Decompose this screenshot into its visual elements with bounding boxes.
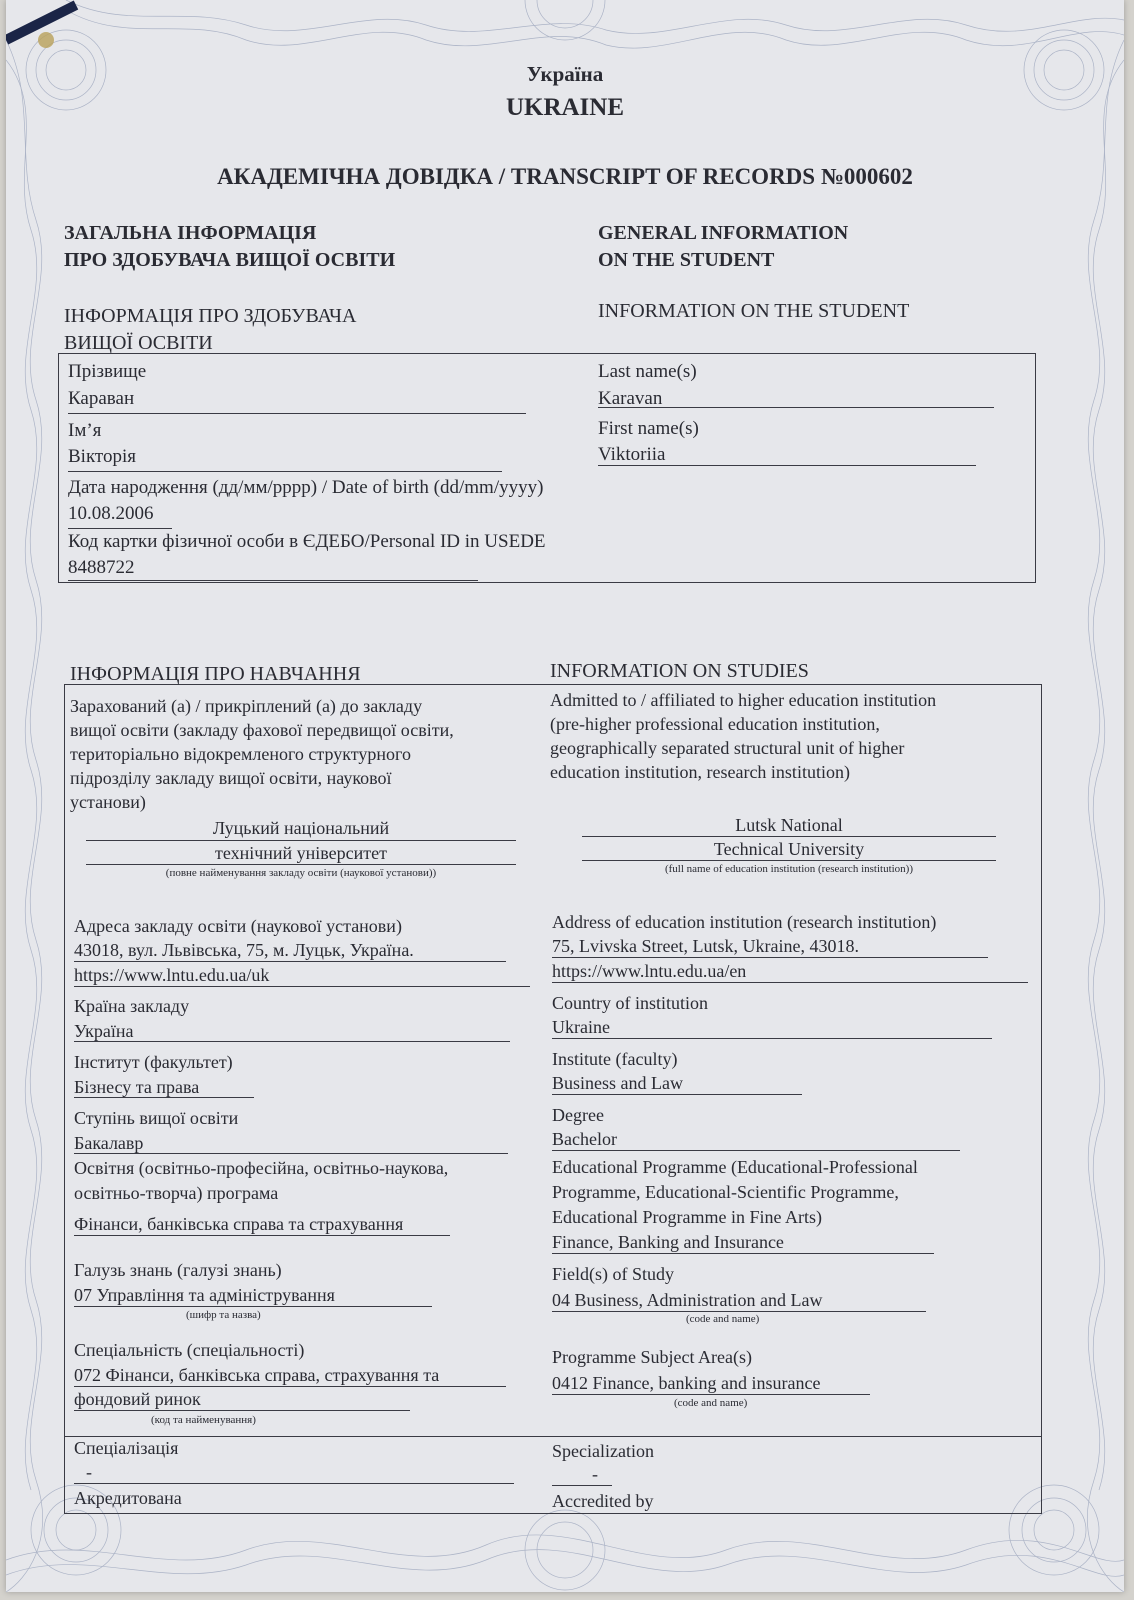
degree-label-ua: Ступінь вищої освіти <box>74 1108 239 1128</box>
first-name-en-underline <box>598 465 976 466</box>
specialization-en: - <box>592 1464 598 1484</box>
programme-label-en-2: Programme, Educational-Scientific Programme, <box>552 1182 899 1202</box>
specialization-label-ua: Спеціалізація <box>74 1438 179 1458</box>
institution-en-1-underline <box>582 836 996 837</box>
institution-en-2: Technical University <box>713 839 865 859</box>
student-section-ua-2: ВИЩОЇ ОСВІТИ <box>64 332 213 354</box>
admitted-label-en <box>550 688 1030 784</box>
programme-label-ua-2: освітньо-творча) програма <box>74 1183 279 1203</box>
field-en-underline <box>552 1311 926 1312</box>
programme-label-en-3: Educational Programme in Fine Arts) <box>552 1207 822 1227</box>
dob-value: 10.08.2006 <box>68 503 154 524</box>
institution-ua-1-underline <box>86 840 516 841</box>
address-en: 75, Lvivska Street, Lutsk, Ukraine, 43018. <box>552 936 859 956</box>
url-ua-underline <box>74 986 530 987</box>
specialty-ua-1: 072 Фінанси, банківська справа, страхування та <box>74 1365 440 1385</box>
accredited-label-ua: Акредитована <box>74 1488 182 1508</box>
field-label-ua: Галузь знань (галузі знань) <box>74 1260 282 1280</box>
specialization-ua: - <box>86 1462 92 1482</box>
field-en: 04 Business, Administration and Law <box>552 1290 823 1310</box>
field-note-en: (code and name) <box>686 1313 760 1325</box>
first-name-ua: Вікторія <box>68 446 137 467</box>
admitted-en-line-4: education institution, research institution) <box>550 762 850 782</box>
admitted-ua-line-3: територіально відокремленого структурного <box>70 744 411 764</box>
field-label-en: Field(s) of Study <box>552 1264 675 1284</box>
admitted-ua-line-4: підрозділу закладу вищої освіти, наукової <box>70 768 392 788</box>
personal-id-underline <box>68 580 478 581</box>
specialty-ua-2: фондовий ринок <box>74 1389 201 1409</box>
accredited-label-en: Accredited by <box>552 1491 654 1511</box>
institution-en-1: Lutsk National <box>735 815 843 835</box>
institute-en: Business and Law <box>552 1073 683 1093</box>
institute-label-en: Institute (faculty) <box>552 1049 678 1069</box>
admitted-ua-line-2: вищої освіти (закладу фахової передвищої освіти, <box>70 720 454 740</box>
institute-label-ua: Інститут (факультет) <box>74 1052 233 1072</box>
country-label-en: Country of institution <box>552 993 709 1013</box>
address-label-en: Address of education institution (research institution) <box>552 912 937 932</box>
dob-label: Дата народження (дд/мм/рррр) / Date of birth (dd/mm/yyyy) <box>68 477 544 498</box>
specialization-label-en: Specialization <box>552 1441 654 1461</box>
specialization-en-underline <box>552 1485 612 1486</box>
degree-ua: Бакалавр <box>74 1133 144 1153</box>
address-ua-underline <box>74 961 506 962</box>
country-ua: Україна <box>526 62 604 86</box>
url-ua: https://www.lntu.edu.ua/uk <box>74 965 270 985</box>
country-ua-underline <box>74 1041 510 1042</box>
degree-en-underline <box>552 1150 960 1151</box>
dob-underline <box>68 528 172 529</box>
address-ua: 43018, вул. Львівська, 75, м. Луцьк, Україна. <box>74 940 414 960</box>
general-heading-ua-2: ПРО ЗДОБУВАЧА ВИЩОЇ ОСВІТИ <box>64 249 396 271</box>
institute-en-underline <box>552 1094 802 1095</box>
specialty-note-en: (code and name) <box>674 1397 748 1409</box>
address-en-underline <box>552 957 988 958</box>
specialty-ua-1-underline <box>74 1386 506 1387</box>
institution-en-2-underline <box>582 860 996 861</box>
last-name-ua: Караван <box>68 388 135 409</box>
degree-ua-underline <box>74 1153 508 1154</box>
general-heading-en-1: GENERAL INFORMATION <box>598 222 849 244</box>
document-title: АКАДЕМІЧНА ДОВІДКА / TRANSCRIPT OF RECORDS №000602 <box>217 164 913 189</box>
programme-ua-underline <box>74 1235 450 1236</box>
transcript-sheet <box>6 0 1124 1592</box>
last-name-en-underline <box>598 407 994 408</box>
specialty-ua-2-underline <box>74 1410 410 1411</box>
admitted-ua-line-1: Зарахований (а) / прикріплений (а) до закладу <box>70 696 423 716</box>
first-name-label-en: First name(s) <box>598 418 699 439</box>
programme-en-underline <box>552 1253 934 1254</box>
general-heading-ua-1: ЗАГАЛЬНА ІНФОРМАЦІЯ <box>64 222 317 244</box>
institute-ua: Бізнесу та права <box>74 1077 200 1097</box>
institution-en-note: (full name of education institution (research institution)) <box>664 863 914 875</box>
url-en: https://www.lntu.edu.ua/en <box>552 961 747 981</box>
admitted-ua-line-5: установи) <box>70 792 146 812</box>
country-label-ua: Країна закладу <box>74 996 190 1016</box>
country-en: UKRAINE <box>505 94 625 121</box>
first-name-en: Viktoriia <box>598 444 666 465</box>
student-section-ua-1: ІНФОРМАЦІЯ ПРО ЗДОБУВАЧА <box>64 305 357 327</box>
country-en: Ukraine <box>552 1017 610 1037</box>
institution-ua-note: (повне найменування закладу освіти (наукової установи)) <box>165 867 437 879</box>
student-section-en: INFORMATION ON THE STUDENT <box>598 300 910 322</box>
specialization-ua-underline <box>74 1483 514 1484</box>
admitted-label-ua <box>70 694 520 814</box>
last-name-ua-underline <box>68 413 526 414</box>
last-name-label-en: Last name(s) <box>598 361 697 382</box>
personal-id-value: 8488722 <box>68 557 135 578</box>
url-en-underline <box>552 982 1028 983</box>
specialty-note-ua: (код та найменування) <box>151 1414 256 1426</box>
last-name-en: Karavan <box>598 388 663 409</box>
field-ua-underline <box>74 1306 432 1307</box>
general-heading-en-2: ON THE STUDENT <box>598 249 775 271</box>
degree-en: Bachelor <box>552 1129 617 1149</box>
country-en-underline <box>552 1038 992 1039</box>
admitted-en-line-1: Admitted to / affiliated to higher education institution <box>550 690 937 710</box>
specialty-en-underline <box>552 1394 870 1395</box>
programme-label-ua-1: Освітня (освітньо-професійна, освітньо-наукова, <box>74 1158 449 1178</box>
institute-ua-underline <box>74 1097 254 1098</box>
specialty-en: 0412 Finance, banking and insurance <box>552 1373 821 1393</box>
country-ua: Україна <box>74 1021 134 1041</box>
studies-section-en: INFORMATION ON STUDIES <box>550 660 809 682</box>
first-name-label-ua: Ім’я <box>68 420 102 441</box>
field-note-ua: (шифр та назва) <box>186 1309 261 1321</box>
degree-label-en: Degree <box>552 1105 604 1125</box>
admitted-en-line-3: geographically separated structural unit of higher <box>550 738 905 758</box>
specialty-label-ua: Спеціальність (спеціальності) <box>74 1340 305 1360</box>
programme-ua: Фінанси, банківська справа та страхування <box>74 1214 404 1234</box>
specialty-label-en: Programme Subject Area(s) <box>552 1347 752 1367</box>
first-name-ua-underline <box>68 471 502 472</box>
studies-section-ua: ІНФОРМАЦІЯ ПРО НАВЧАННЯ <box>70 663 361 685</box>
personal-id-label: Код картки фізичної особи в ЄДЕБО/Personal ID in USEDE <box>68 531 546 552</box>
specialization-divider <box>64 1436 1042 1437</box>
field-ua: 07 Управління та адміністрування <box>74 1285 335 1305</box>
programme-en: Finance, Banking and Insurance <box>552 1232 784 1252</box>
institution-ua-1: Луцький національний <box>212 818 390 838</box>
institution-ua-2: технічний університет <box>214 843 388 863</box>
programme-label-en-1: Educational Programme (Educational-Professional <box>552 1157 918 1177</box>
address-label-ua: Адреса закладу освіти (наукової установи) <box>74 916 402 936</box>
institution-ua-2-underline <box>86 864 516 865</box>
last-name-label-ua: Прізвище <box>68 361 147 382</box>
admitted-en-line-2: (pre-higher professional education institution, <box>550 714 880 734</box>
